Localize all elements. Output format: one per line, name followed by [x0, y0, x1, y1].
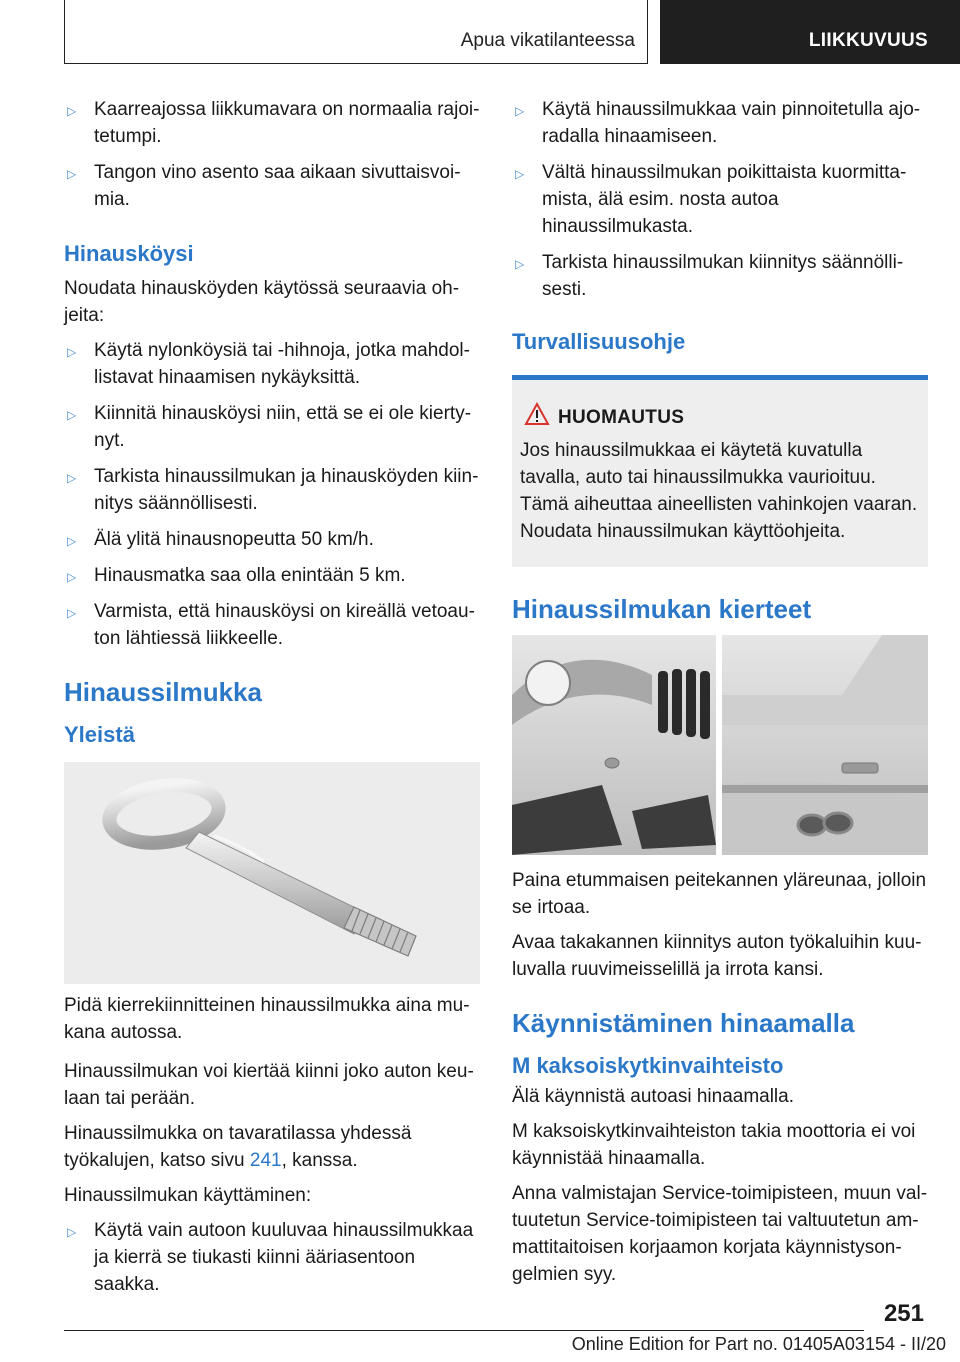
tow-eye-bullet-list — [64, 1217, 480, 1298]
page-number: 251 — [883, 1300, 924, 1327]
right-column — [512, 96, 928, 1296]
header-subsection-box — [64, 0, 648, 64]
tow-eye-heading: Hinaussilmukka — [64, 677, 262, 707]
triangle-bullet-icon: ▷ — [67, 167, 77, 181]
footer-edition: Online Edition for Part no. 01405A03154 - II/20 — [571, 1334, 946, 1354]
bullet-list-top-right — [512, 96, 928, 303]
triangle-bullet-icon: ▷ — [67, 570, 77, 584]
list-item: ▷ Käytä vain autoon kuuluvaa hinaussilmukkaa ja kierrä se tiukasti kiinni ääriasentoon saakka. — [67, 1220, 474, 1295]
triangle-bullet-icon: ▷ — [67, 606, 77, 620]
tow-eye-p3: Hinaussilmukka on tavaratilassa yhdessä työkalujen, katso sivu 241, kanssa. — [64, 1123, 412, 1171]
tow-eye-p1: Pidä kierrekiinnitteinen hinaussilmukka aina mukana autossa. — [64, 995, 470, 1043]
notice-title: HUOMAUTUS — [558, 407, 685, 428]
page-link[interactable]: 241 — [249, 1150, 282, 1171]
list-item: ▷ Varmista, että hinausköysi on kireällä vetoauton lähtiessä liikkeelle. — [67, 601, 475, 649]
triangle-bullet-icon: ▷ — [515, 167, 525, 181]
bumper-cover-icon — [512, 635, 928, 855]
header-section-box — [660, 0, 960, 64]
tow-start-p3: Anna valmistajan Service-toimipisteen, muun valtuutetun Service-toimipisteen tai valtuutetun ammattitaitoisen korjaamon korjata käynnistysongelmien syy. — [512, 1183, 928, 1285]
notice-box — [512, 375, 928, 567]
tow-eye-p2: Hinaussilmukan voi kiertää kiinni joko auton keulaan tai perään. — [64, 1061, 474, 1109]
rope-intro: Noudata hinausköyden käytössä seuraavia ohjeita: — [64, 278, 460, 326]
threads-heading: Hinaussilmukan kierteet — [512, 594, 812, 624]
list-item: ▷ Kaarreajossa liikkumavara on normaalia rajoitetumpi. — [67, 99, 480, 147]
tow-eye-icon — [64, 762, 480, 984]
list-item: ▷ Tarkista hinaussilmukan ja hinausköyden kiinnitys säännöllisesti. — [67, 466, 479, 514]
bumper-covers-illustration — [512, 635, 928, 855]
general-subheading: Yleistä — [64, 722, 135, 747]
tow-start-p1: Älä käynnistä autoasi hinaamalla. — [512, 1086, 795, 1107]
notice-text: Jos hinaussilmukkaa ei käytetä kuvatulla tavalla, auto tai hinaussilmukka vaurioituu. Tämä aiheuttaa aineellisten vahinkojen vaaran. Noudata hinaussilmukan käyttöohjeita. — [520, 440, 918, 542]
warning-icon — [524, 402, 550, 426]
left-column — [64, 96, 480, 1307]
threads-p2: Avaa takakannen kiinnitys auton työkaluihin kuuluvalla ruuvimeisselillä ja irrota kansi. — [512, 932, 922, 980]
triangle-bullet-icon: ▷ — [67, 345, 77, 359]
triangle-bullet-icon: ▷ — [67, 1225, 77, 1239]
list-item: ▷ Hinausmatka saa olla enintään 5 km. — [64, 562, 480, 589]
triangle-bullet-icon: ▷ — [515, 104, 525, 118]
triangle-bullet-icon: ▷ — [67, 104, 77, 118]
triangle-bullet-icon: ▷ — [67, 534, 77, 548]
rope-bullet-list — [64, 337, 480, 652]
threads-p1: Paina etummaisen peitekannen yläreunaa, jolloin se irtoaa. — [512, 870, 927, 918]
tow-eye-p4: Hinaussilmukan käyttäminen: — [64, 1185, 312, 1206]
list-item: ▷ Vältä hinaussilmukan poikittaista kuormittamista, älä esim. nosta autoa hinaussilmukasta. — [515, 162, 907, 237]
list-item: ▷ Tarkista hinaussilmukan kiinnitys säännöllisesti. — [515, 252, 904, 300]
dct-subheading: M kaksoiskytkinvaihteisto — [512, 1053, 784, 1078]
tow-start-p2: M kaksoiskytkinvaihteiston takia moottoria ei voi käynnistää hinaamalla. — [512, 1121, 916, 1169]
tow-start-heading: Käynnistäminen hinaamalla — [512, 1008, 855, 1038]
tow-eye-illustration — [64, 762, 480, 984]
bullet-list-top-left — [64, 96, 480, 213]
list-item: ▷ Tangon vino asento saa aikaan sivuttaisvoimia. — [67, 162, 461, 210]
triangle-bullet-icon: ▷ — [515, 257, 525, 271]
list-item: ▷ Käytä hinaussilmukkaa vain pinnoitetulla ajoradalla hinaamiseen. — [515, 99, 921, 147]
rope-heading: Hinausköysi — [64, 241, 194, 266]
footer-divider — [64, 1330, 864, 1331]
header-section: LIIKKUVUUS — [808, 30, 928, 51]
triangle-bullet-icon: ▷ — [67, 408, 77, 422]
safety-heading: Turvallisuusohje — [512, 329, 686, 354]
list-item: ▷ Kiinnitä hinausköysi niin, että se ei ole kiertynyt. — [67, 403, 472, 451]
list-item: ▷ Älä ylitä hinausnopeutta 50 km/h. — [64, 526, 480, 553]
list-item: ▷ Käytä nylonköysiä tai -hihnoja, jotka mahdollistavat hinaamisen nykäyksittä. — [67, 340, 470, 388]
triangle-bullet-icon: ▷ — [67, 471, 77, 485]
header-subsection: Apua vikatilanteessa — [460, 30, 635, 51]
